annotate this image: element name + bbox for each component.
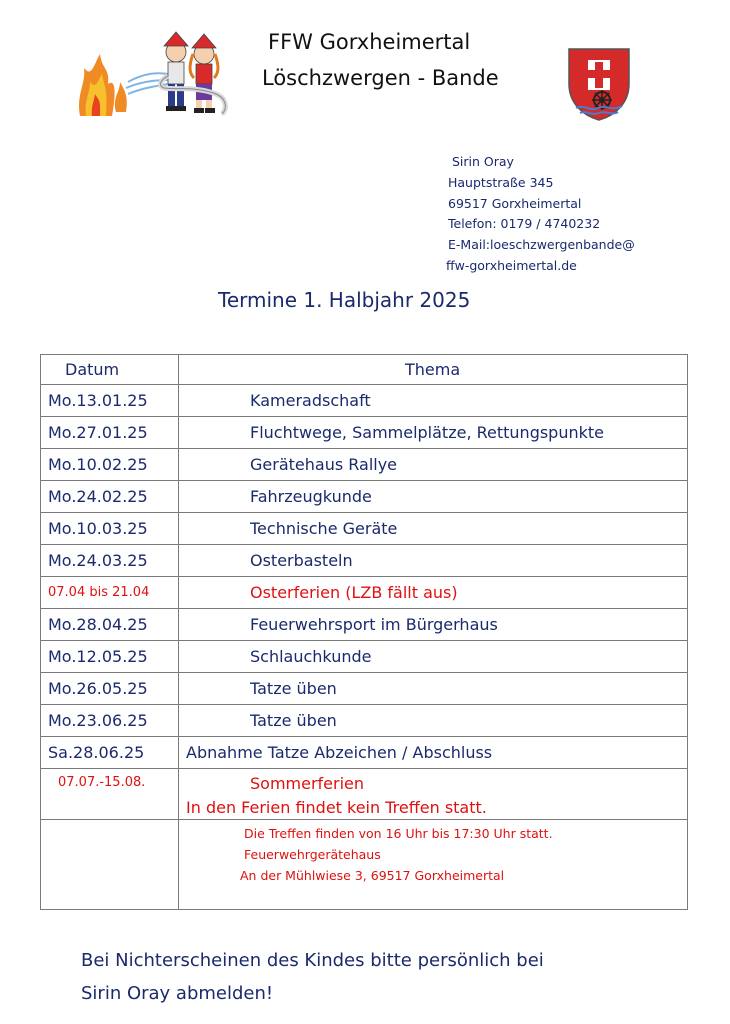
contact-email-domain: ffw-gorxheimertal.de (446, 257, 577, 273)
row-topic: Fluchtwege, Sammelplätze, Rettungspunkte (179, 417, 688, 449)
row-topic: Technische Geräte (179, 513, 688, 545)
contact-name: Sirin Oray (452, 154, 514, 169)
row-topic: Abnahme Tatze Abzeichen / Abschluss (179, 737, 688, 769)
table-row (41, 641, 688, 673)
footer-line-1: Bei Nichterscheinen des Kindes bitte persönlich bei (81, 950, 544, 971)
table-row (41, 449, 688, 481)
row-date: Mo.10.03.25 (41, 513, 179, 545)
table-row-holiday (41, 577, 688, 609)
header-topic: Thema (179, 355, 688, 385)
row-date: Mo.10.02.25 (41, 449, 179, 481)
table-row (41, 481, 688, 513)
header-date: Datum (41, 355, 179, 385)
row-date: Sa.28.06.25 (41, 737, 179, 769)
table-row-summer (41, 769, 688, 820)
row-date: Mo.27.01.25 (41, 417, 179, 449)
table-row (41, 513, 688, 545)
footer-line-2: Sirin Oray abmelden! (81, 983, 274, 1004)
contact-phone: Telefon: 0179 / 4740232 (448, 216, 601, 232)
row-date: 07.04 bis 21.04 (41, 577, 179, 609)
row-date: Mo.12.05.25 (41, 641, 179, 673)
row-date: Mo.24.02.25 (41, 481, 179, 513)
row-date: Mo.23.06.25 (41, 705, 179, 737)
row-topic: Feuerwehrsport im Bürgerhaus (179, 609, 688, 641)
kid-left-icon (164, 32, 188, 111)
note-time: Die Treffen finden von 16 Uhr bis 17:30 Uhr statt. (244, 826, 553, 841)
table-row (41, 417, 688, 449)
row-topic: Fahrzeugkunde (179, 481, 688, 513)
contact-city: 69517 Gorxheimertal (448, 195, 582, 211)
kid-right-icon (190, 34, 218, 113)
row-topic: Kameradschaft (179, 385, 688, 417)
contact-email: E-Mail:loeschzwergenbande@ (448, 237, 635, 253)
club-title: FFW Gorxheimertal (268, 30, 471, 54)
table-row (41, 673, 688, 705)
table-header-row (41, 355, 688, 385)
summer-topic (179, 769, 688, 820)
footer-note (81, 944, 544, 1010)
contact-street: Hauptstraße 345 (448, 174, 554, 190)
table-row (41, 385, 688, 417)
row-date: Mo.13.01.25 (41, 385, 179, 417)
row-topic: Osterbasteln (179, 545, 688, 577)
table-row-notes (41, 820, 688, 910)
fire-kids-illustration (76, 24, 238, 120)
table-row (41, 737, 688, 769)
row-topic: Tatze üben (179, 705, 688, 737)
row-topic: Schlauchkunde (179, 641, 688, 673)
row-topic: Osterferien (LZB fällt aus) (179, 577, 688, 609)
table-row (41, 545, 688, 577)
row-topic: Gerätehaus Rallye (179, 449, 688, 481)
row-date: Mo.26.05.25 (41, 673, 179, 705)
group-title: Löschzwergen - Bande (262, 66, 499, 90)
schedule-table (40, 354, 688, 910)
table-row (41, 609, 688, 641)
page-title: Termine 1. Halbjahr 2025 (218, 288, 471, 312)
contact-block (448, 152, 635, 277)
row-date: Mo.24.03.25 (41, 545, 179, 577)
summer-note: In den Ferien findet kein Treffen statt. (186, 798, 487, 817)
notes-cell (179, 820, 688, 910)
table-row (41, 705, 688, 737)
row-topic: Tatze üben (179, 673, 688, 705)
notes-empty-cell (41, 820, 179, 910)
coat-of-arms-icon (566, 46, 632, 122)
row-date: Mo.28.04.25 (41, 609, 179, 641)
flames-icon (79, 54, 127, 116)
note-location: Feuerwehrgerätehaus (244, 847, 381, 862)
summer-date: 07.07.-15.08. (41, 769, 179, 820)
note-address: An der Mühlwiese 3, 69517 Gorxheimertal (240, 868, 505, 883)
summer-title: Sommerferien (250, 774, 365, 793)
